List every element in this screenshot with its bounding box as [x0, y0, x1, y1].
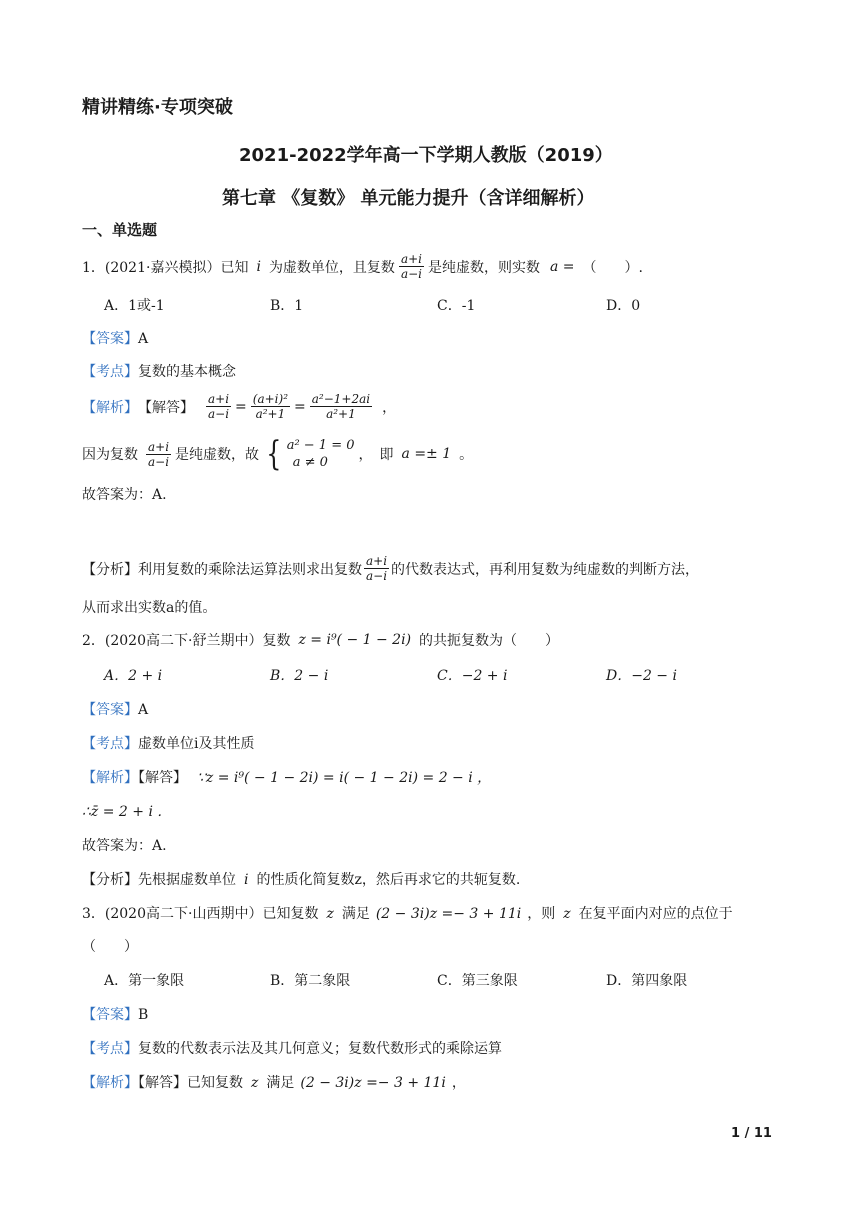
fraction: $\frac{a+i}{a-i}$	[400, 252, 422, 281]
q2-option-a: A．2 + i	[104, 668, 163, 684]
q3-solution-line1: 【解析】【解答】已知复数 z 满足 (2 − 3i)z =− 3 + 11i ，	[82, 1075, 466, 1091]
q1-analysis-line2: 从而求出实数a的值。	[82, 600, 217, 616]
series-title: 精讲精练·专项突破	[82, 97, 233, 118]
document-subtitle: 第七章 《复数》 单元能力提升（含详细解析）	[222, 188, 595, 209]
q2-solution-line1: 【解析】【解答】 ∵z = i⁹( − 1 − 2i) = i( − 1 − 2i) = 2 − i ，	[82, 770, 492, 786]
q2-option-c: C．−2 + i	[437, 668, 508, 684]
q1-option-b: B．1	[270, 298, 304, 314]
question-2-stem: 2．(2020高二下·舒兰期中）复数 z = i⁹( − 1 − 2i) 的共扼复数为（ ）	[82, 632, 560, 649]
q1-option-a: A．1或-1	[104, 298, 165, 314]
q1-kaodian: 【考点】复数的基本概念	[82, 364, 236, 380]
question-3-stem-line2: （ ）	[82, 939, 138, 955]
q2-answer: 【答案】A	[82, 702, 149, 718]
section-heading: 一、单选题	[82, 221, 158, 239]
question-3-stem: 3．(2020高二下·山西期中）已知复数 z 满足 (2 − 3i)z =− 3 + 11i ，则 z 在复平面内对应的点位于	[82, 906, 733, 922]
q3-kaodian: 【考点】复数的代数表示法及其几何意义；复数代数形式的乘除运算	[82, 1041, 502, 1057]
q2-analysis: 【分析】先根据虚数单位 i 的性质化简复数z，然后再求它的共轭复数.	[82, 872, 521, 888]
q3-answer: 【答案】B	[82, 1007, 149, 1023]
equation-system: { a² − 1 = 0 a ≠ 0	[266, 434, 355, 474]
q1-solution-line3: 故答案为：A.	[82, 487, 167, 503]
question-1-stem: 1．(2021·嘉兴模拟）已知 i 为虚数单位，且复数 $\frac{a+i}{a-i}$ 是纯虚数，则实数 a = （ ）.	[82, 252, 643, 281]
q1-answer: 【答案】A	[82, 331, 149, 347]
q1-option-d: D．0	[606, 298, 641, 314]
q2-kaodian: 【考点】虚数单位i及其性质	[82, 736, 255, 752]
q1-solution-line1: 【解析】 【解答】 $\frac{a+i}{a-i}$ = $\frac{\text{(a+i)²}}{\text{a²+1}}$ = $\frac{\text{a²−1+2ai}}{\text{a²+1}}$ ，	[82, 392, 397, 421]
q2-option-d: D．−2 − i	[606, 668, 677, 684]
q3-option-b: B．第二象限	[270, 973, 351, 989]
q3-option-d: D．第四象限	[606, 973, 688, 989]
q2-solution-line3: 故答案为：A.	[82, 838, 167, 854]
q3-option-c: C．第三象限	[437, 973, 518, 989]
q1-solution-line2: 因为复数 $\frac{a+i}{a-i}$ 是纯虚数，故 { a² − 1 = 0 a ≠ 0 ， 即 a =± 1 。	[82, 434, 474, 474]
q1-analysis: 【分析】 利用复数的乘除法运算法则求出复数 $\frac{a+i}{a-i}$ 的代数表达式，再利用复数为纯虚数的判断方法，	[82, 554, 700, 583]
document-title: 2021-2022学年高一下学期人教版（2019）	[239, 145, 613, 166]
q3-option-a: A．第一象限	[104, 973, 185, 989]
q1-option-c: C．-1	[437, 298, 476, 314]
page-number: 1 / 11	[731, 1126, 772, 1141]
q2-solution-line2: ∴z̄ = 2 + i ．	[82, 804, 172, 820]
q2-option-b: B．2 − i	[270, 668, 329, 684]
